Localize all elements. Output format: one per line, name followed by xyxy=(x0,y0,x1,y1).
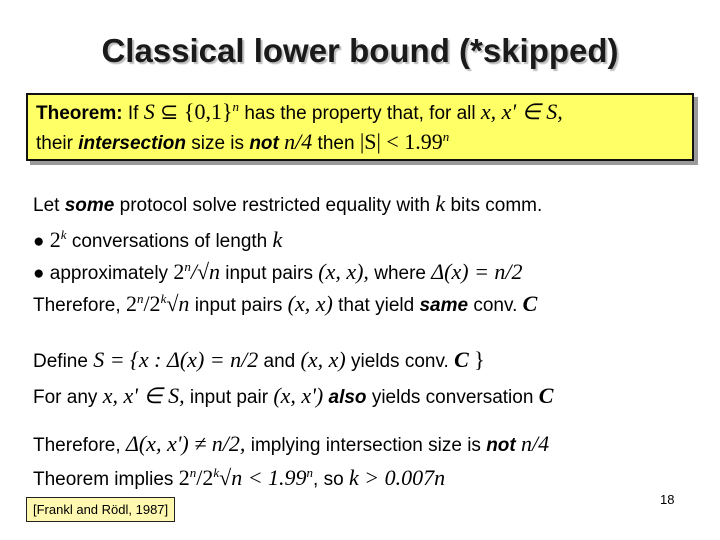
math-exponent: k xyxy=(160,291,167,306)
theorem-text: then xyxy=(317,133,355,154)
text: For any xyxy=(33,387,98,408)
theorem-text: their xyxy=(36,133,73,154)
text: Theorem implies xyxy=(33,469,174,490)
math-C: C xyxy=(454,347,469,372)
math-k: k xyxy=(435,191,446,216)
text: Therefore, xyxy=(33,295,121,316)
text: that yield xyxy=(338,295,415,316)
math-subset: ⊆ {0,1} xyxy=(159,99,233,124)
body-line-6 xyxy=(33,383,553,409)
text: where xyxy=(374,263,426,284)
text: Define xyxy=(33,351,88,372)
text: Therefore, xyxy=(33,435,121,456)
emphasis-text: also xyxy=(328,387,367,408)
citation: [Frankl and Rödl, 1987] xyxy=(26,497,175,522)
math-term: (x, x), xyxy=(318,259,369,284)
body-line-7 xyxy=(33,431,549,457)
math-exponent: n xyxy=(189,465,197,480)
text: input pairs xyxy=(194,295,283,316)
math-term: 2 xyxy=(125,291,137,316)
theorem-line-1 xyxy=(36,99,563,125)
text: input pair xyxy=(189,387,269,408)
math-exponent: k xyxy=(213,465,220,480)
math-term: (x, x') xyxy=(273,383,324,408)
math-exponent: n xyxy=(136,291,144,306)
body-line-1 xyxy=(33,191,542,217)
math-k: k xyxy=(272,227,283,252)
text: conv. xyxy=(473,295,518,316)
math-term: /2 xyxy=(196,465,214,490)
emphasis-text: not xyxy=(486,435,516,456)
body-line-8 xyxy=(33,465,445,491)
emphasis-text: intersection xyxy=(78,133,186,154)
math-term: Δ(x) = n/2 xyxy=(431,259,523,284)
theorem-text: has the property that, for all xyxy=(244,103,476,124)
text: and xyxy=(263,351,296,372)
theorem-box xyxy=(26,93,694,161)
emphasis-text: not xyxy=(249,133,279,154)
text: yields conv. xyxy=(350,351,449,372)
math-term: k > 0.007n xyxy=(348,465,446,490)
slide-title: Classical lower bound (*skipped) xyxy=(101,32,619,69)
math-term: √n xyxy=(166,291,190,316)
text: Let xyxy=(33,195,60,216)
math-xs: x, x' ∈ S, xyxy=(480,99,563,124)
math-term: 2 xyxy=(49,227,61,252)
math-term: x, x' ∈ S, xyxy=(102,383,185,408)
math-term: S = {x : Δ(x) = n/2 xyxy=(93,347,259,372)
theorem-line-2 xyxy=(36,129,449,155)
math-C: C xyxy=(538,383,554,408)
math-exponent: k xyxy=(60,227,67,242)
theorem-text: If xyxy=(127,103,139,124)
bullet-icon: ● xyxy=(33,231,45,252)
theorem-label: Theorem: xyxy=(36,103,123,124)
bullet-icon: ● xyxy=(33,263,45,284)
text: implying intersection size is xyxy=(250,435,481,456)
text: yields conversation xyxy=(371,387,534,408)
math-C: C xyxy=(522,291,538,316)
math-exponent: n xyxy=(306,465,314,480)
math-n4: n/4 xyxy=(284,129,313,154)
text: protocol solve restricted equality with xyxy=(119,195,431,216)
text: conversations of length xyxy=(71,231,268,252)
math-term: /√n xyxy=(190,259,221,284)
math-bound: |S| < 1.99 xyxy=(359,129,443,154)
math-term: Δ(x, x') ≠ n/2, xyxy=(125,431,246,456)
emphasis-text: some xyxy=(64,195,115,216)
math-term: n/4 xyxy=(521,431,550,456)
text: approximately xyxy=(49,263,169,284)
math-term: 2 xyxy=(173,259,185,284)
body-line-3 xyxy=(33,259,523,285)
math-term: √n < 1.99 xyxy=(219,465,307,490)
math-term: (x, x) xyxy=(300,347,346,372)
math-term: (x, x) xyxy=(287,291,333,316)
body-line-4 xyxy=(33,291,537,317)
body-line-5 xyxy=(33,347,485,373)
math-S: S xyxy=(143,99,155,124)
emphasis-text: same xyxy=(419,295,469,316)
math-term: } xyxy=(474,347,485,372)
math-term: /2 xyxy=(143,291,161,316)
math-exponent: n xyxy=(232,99,240,114)
math-exponent: n xyxy=(184,259,191,274)
math-exponent: n xyxy=(442,129,450,144)
text: bits comm. xyxy=(450,195,543,216)
text: input pairs xyxy=(225,263,313,284)
text: , so xyxy=(313,469,344,490)
theorem-text: size is xyxy=(191,133,245,154)
math-term: 2 xyxy=(178,465,190,490)
page-number: 18 xyxy=(660,492,675,507)
body-line-2 xyxy=(33,227,282,253)
